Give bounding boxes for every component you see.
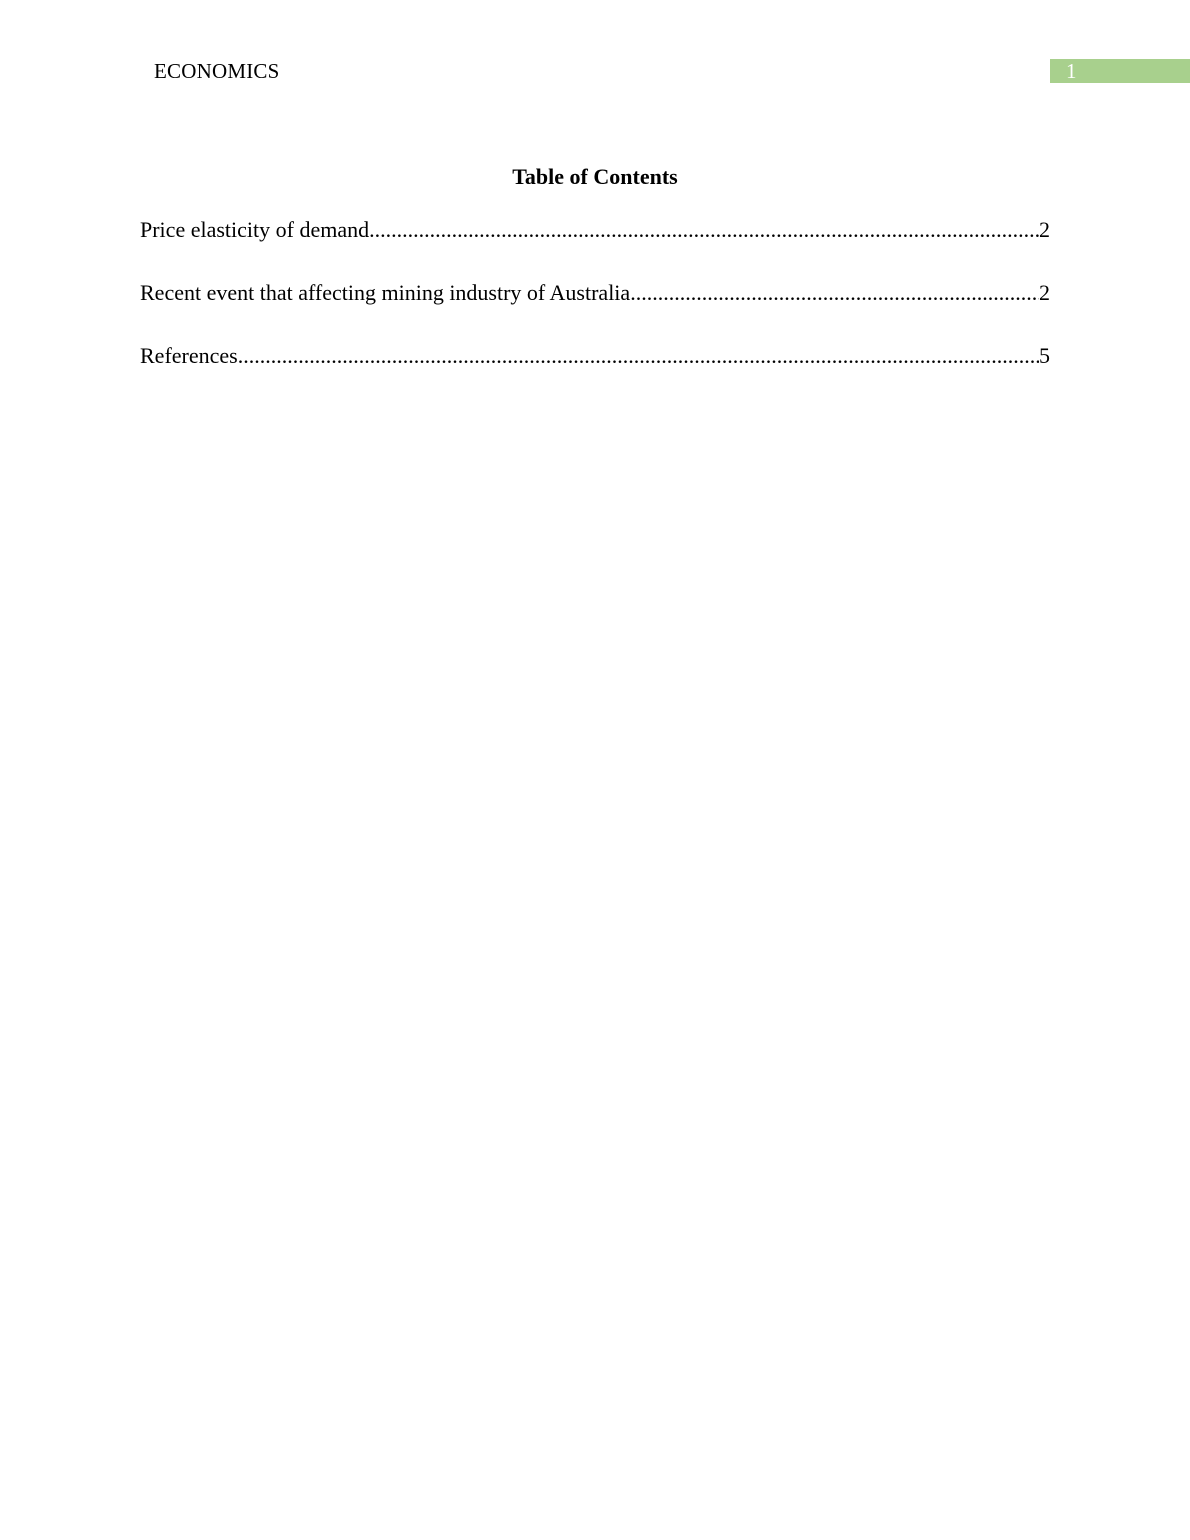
toc-entry-price-elasticity[interactable] bbox=[140, 213, 1050, 247]
toc-entry-references[interactable] bbox=[140, 339, 1050, 373]
toc-entry-text: Price elasticity of demand bbox=[140, 217, 370, 242]
toc-title: Table of Contents bbox=[512, 164, 678, 189]
toc-dot-leader bbox=[369, 213, 1039, 247]
toc-entry-text: References bbox=[140, 343, 238, 368]
page-number: 1 bbox=[1066, 59, 1077, 83]
toc-entry-page: 5 bbox=[1039, 343, 1050, 368]
page-header bbox=[0, 0, 1190, 100]
page-number-bar bbox=[1050, 59, 1190, 83]
header-title: ECONOMICS bbox=[154, 59, 280, 83]
toc-entry-page: 2 bbox=[1039, 217, 1050, 242]
toc-dot-leader bbox=[238, 339, 1039, 373]
toc-entry-page: 2 bbox=[1039, 280, 1050, 305]
toc-entry-mining-industry[interactable] bbox=[140, 276, 1050, 310]
table-of-contents bbox=[140, 160, 1050, 402]
toc-dot-leader bbox=[630, 276, 1039, 310]
toc-entry-text: Recent event that affecting mining industry of Australia bbox=[140, 280, 631, 305]
